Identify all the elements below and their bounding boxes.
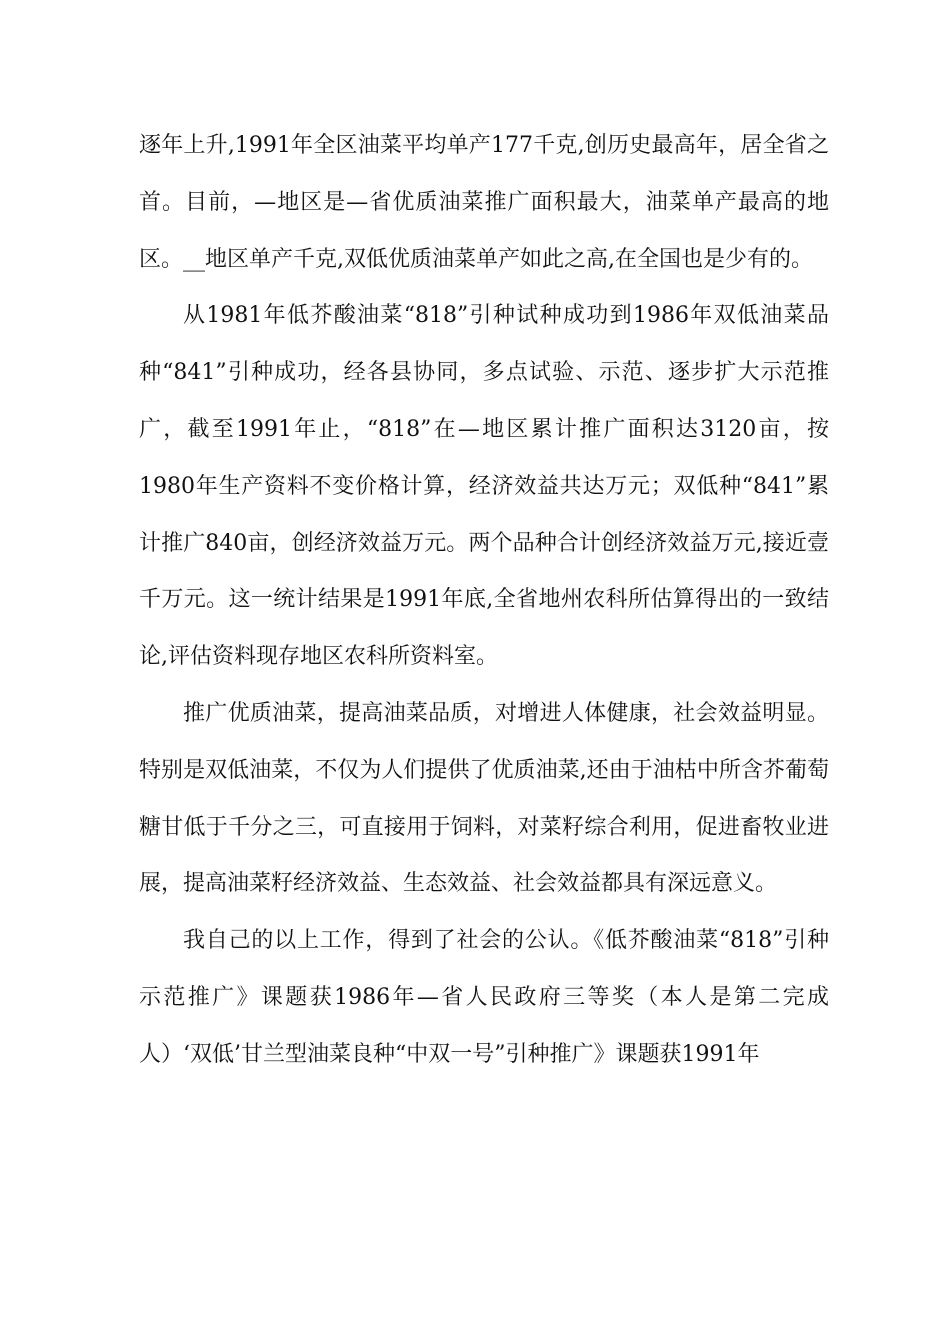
paragraph-continued: 逐年上升,1991年全区油菜平均单产177千克,创历史最高年，居全省之首。目前，—地区是—省优质油菜推广面积最大，油菜单产最高的地区。__地区单产千克,双低优质油菜单产如此之高,在全国也是少有的。 — [139, 133, 829, 272]
paragraph-social-benefits: 推广优质油菜，提高油菜品质，对增进人体健康，社会效益明显。特别是双低油菜，不仅为人们提供了优质油菜,还由于油枯中所含芥葡萄糖甘低于千分之三，可直接用于饲料，对菜籽综合利用，促进畜牧业进展，提高油菜籽经济效益、生态效益、社会效益都具有深远意义。 — [139, 700, 829, 897]
paragraph-recognition: 我自己的以上工作，得到了社会的公认。《低芥酸油菜“818”引种示范推广》课题获1986年—省人民政府三等奖（本人是第二完成人）‘双低’甘兰型油菜良种“中双一号”引种推广》课题获1991年 — [139, 928, 829, 1067]
paragraph-introduction-results: 从1981年低芥酸油菜“818”引种试种成功到1986年双低油菜品种“841”引种成功，经各县协同，多点试验、示范、逐步扩大示范推广，截至1991年止，“818”在—地区累计推广面积达3120亩，按1980年生产资料不变价格计算，经济效益共达万元；双低种“841”累计推广840亩，创经济效益万元。两个品种合计创经济效益万元,接近壹千万元。这一统计结果是1991年底,全省地州农科所估算得出的一致结论,评估资料现存地区农科所资料室。 — [139, 303, 829, 670]
body-text — [139, 118, 829, 1084]
